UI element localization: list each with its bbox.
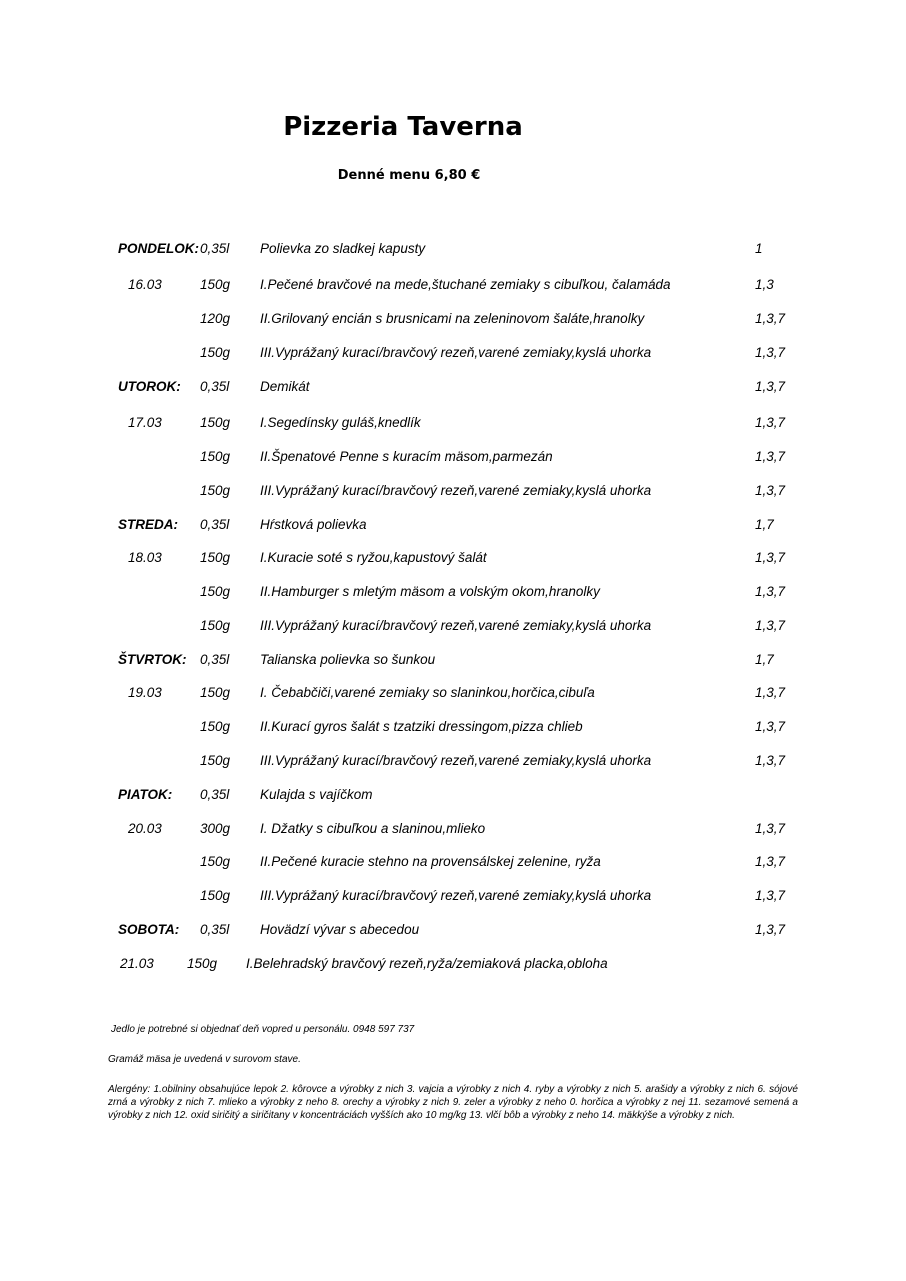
allergen-codes: 1,3,7 bbox=[755, 584, 786, 599]
portion-amount: 150g bbox=[200, 888, 231, 903]
date-label: 20.03 bbox=[128, 821, 162, 836]
table-row bbox=[0, 548, 906, 568]
portion-amount: 150g bbox=[200, 277, 231, 292]
portion-amount: 150g bbox=[200, 854, 231, 869]
portion-amount: 150g bbox=[200, 584, 231, 599]
portion-amount: 150g bbox=[200, 719, 231, 734]
date-label: 18.03 bbox=[128, 550, 162, 565]
dish-name: II.Špenatové Penne s kuracím mäsom,parmezán bbox=[260, 449, 553, 464]
dish-name: III.Vyprážaný kurací/bravčový rezeň,varené zemiaky,kyslá uhorka bbox=[260, 345, 652, 360]
allergen-codes: 1 bbox=[755, 241, 763, 256]
table-row bbox=[0, 413, 906, 433]
date-label: 19.03 bbox=[128, 685, 162, 700]
dish-name: II.Pečené kuracie stehno na provensálskej zelenine, ryža bbox=[260, 854, 601, 869]
dish-name: I. Džatky s cibuľkou a slaninou,mlieko bbox=[260, 821, 486, 836]
dish-name: I.Pečené bravčové na mede,štuchané zemiaky s cibuľkou, čalamáda bbox=[260, 277, 671, 292]
table-row bbox=[0, 515, 906, 535]
dish-name: Talianska polievka so šunkou bbox=[260, 652, 436, 667]
portion-amount: 300g bbox=[200, 821, 231, 836]
table-row bbox=[0, 616, 906, 636]
allergen-codes: 1,3,7 bbox=[755, 483, 786, 498]
table-row bbox=[0, 377, 906, 397]
dish-name: II.Hamburger s mletým mäsom a volským okom,hranolky bbox=[260, 584, 600, 599]
portion-amount: 0,35l bbox=[200, 379, 230, 394]
dish-name: Kulajda s vajíčkom bbox=[260, 787, 373, 802]
portion-amount: 150g bbox=[200, 415, 231, 430]
day-label: UTOROK: bbox=[118, 379, 181, 394]
table-row bbox=[0, 785, 906, 805]
portion-amount: 150g bbox=[200, 753, 231, 768]
table-row bbox=[0, 717, 906, 737]
table-row bbox=[0, 683, 906, 703]
dish-name: III.Vyprážaný kurací/bravčový rezeň,varené zemiaky,kyslá uhorka bbox=[260, 753, 652, 768]
portion-amount: 120g bbox=[200, 311, 231, 326]
dish-name: I.Belehradský bravčový rezeň,ryža/zemiaková placka,obloha bbox=[246, 956, 608, 971]
dish-name: I. Čebabčiči,varené zemiaky so slaninkou,horčica,cibuľa bbox=[260, 685, 595, 700]
day-label: STREDA: bbox=[118, 517, 178, 532]
allergen-codes: 1,3,7 bbox=[755, 618, 786, 633]
date-label: 17.03 bbox=[128, 415, 162, 430]
table-row bbox=[0, 751, 906, 771]
dish-name: Hovädzí vývar s abecedou bbox=[260, 922, 420, 937]
allergen-codes: 1,7 bbox=[755, 517, 774, 532]
allergen-codes: 1,3,7 bbox=[755, 922, 786, 937]
portion-amount: 150g bbox=[200, 618, 231, 633]
allergen-codes: 1,3,7 bbox=[755, 753, 786, 768]
allergen-codes: 1,3,7 bbox=[755, 719, 786, 734]
menu-price-subtitle: Denné menu 6,80 € bbox=[337, 168, 481, 183]
allergen-codes: 1,3,7 bbox=[755, 821, 786, 836]
portion-amount: 150g bbox=[200, 483, 231, 498]
table-row bbox=[0, 954, 906, 974]
table-row bbox=[0, 309, 906, 329]
table-row bbox=[0, 275, 906, 295]
table-row bbox=[0, 582, 906, 602]
allergen-codes: 1,3,7 bbox=[755, 550, 786, 565]
allergen-legend: Alergény: 1.obilniny obsahujúce lepok 2. kôrovce a výrobky z nich 3. vajcia a výrobky z nich 4. ryby a výrobky z nich 5. arašidy a výrobky z nich 6. sójové zrná a výrobky z nich 7. mlieko a výrobky z neho 8. orechy a výrobky z nich 9. zeler a výrobky z neho 0. horčica a výrobky z nej 11. sezamové semená a výrobky z nich 12. oxid siričitý a siričitany v koncentráciách vyšších ako 10 mg/kg 13. vlčí bôb a výrobky z neho 14. mäkkýše a výrobky z nich. bbox=[108, 1084, 798, 1121]
portion-amount: 150g bbox=[200, 685, 231, 700]
portion-amount: 0,35l bbox=[200, 652, 230, 667]
portion-amount: 150g bbox=[200, 449, 231, 464]
order-note: Jedlo je potrebné si objednať deň vopred u personálu. 0948 597 737 bbox=[111, 1024, 415, 1035]
dish-name: I.Kuracie soté s ryžou,kapustový šalát bbox=[260, 550, 487, 565]
dish-name: I.Segedínsky guláš,knedlík bbox=[260, 415, 421, 430]
portion-amount: 0,35l bbox=[200, 241, 230, 256]
allergen-codes: 1,3,7 bbox=[755, 311, 786, 326]
table-row bbox=[0, 239, 906, 259]
dish-name: III.Vyprážaný kurací/bravčový rezeň,varené zemiaky,kyslá uhorka bbox=[260, 483, 652, 498]
weight-note: Gramáž mäsa je uvedená v surovom stave. bbox=[108, 1054, 301, 1065]
day-label: PONDELOK: bbox=[118, 241, 199, 256]
dish-name: Hŕstková polievka bbox=[260, 517, 367, 532]
table-row bbox=[0, 819, 906, 839]
allergen-codes: 1,3,7 bbox=[755, 449, 786, 464]
allergen-codes: 1,7 bbox=[755, 652, 774, 667]
portion-amount: 0,35l bbox=[200, 517, 230, 532]
date-label: 16.03 bbox=[128, 277, 162, 292]
table-row bbox=[0, 852, 906, 872]
day-label: SOBOTA: bbox=[118, 922, 180, 937]
portion-amount: 150g bbox=[200, 345, 231, 360]
dish-name: II.Grilovaný encián s brusnicami na zeleninovom šaláte,hranolky bbox=[260, 311, 645, 326]
table-row bbox=[0, 343, 906, 363]
page-title: Pizzeria Taverna bbox=[283, 112, 523, 142]
dish-name: II.Kurací gyros šalát s tzatziki dressingom,pizza chlieb bbox=[260, 719, 583, 734]
day-label: PIATOK: bbox=[118, 787, 173, 802]
portion-amount: 0,35l bbox=[200, 922, 230, 937]
portion-amount: 150g bbox=[187, 956, 218, 971]
table-row bbox=[0, 920, 906, 940]
table-row bbox=[0, 481, 906, 501]
allergen-codes: 1,3,7 bbox=[755, 854, 786, 869]
table-row bbox=[0, 650, 906, 670]
table-row bbox=[0, 447, 906, 467]
allergen-codes: 1,3,7 bbox=[755, 888, 786, 903]
portion-amount: 0,35l bbox=[200, 787, 230, 802]
dish-name: III.Vyprážaný kurací/bravčový rezeň,varené zemiaky,kyslá uhorka bbox=[260, 618, 652, 633]
day-label: ŠTVRTOK: bbox=[118, 652, 187, 667]
portion-amount: 150g bbox=[200, 550, 231, 565]
allergen-codes: 1,3,7 bbox=[755, 379, 786, 394]
allergen-codes: 1,3,7 bbox=[755, 685, 786, 700]
table-row bbox=[0, 886, 906, 906]
date-label: 21.03 bbox=[120, 956, 154, 971]
dish-name: Polievka zo sladkej kapusty bbox=[260, 241, 426, 256]
dish-name: III.Vyprážaný kurací/bravčový rezeň,varené zemiaky,kyslá uhorka bbox=[260, 888, 652, 903]
allergen-codes: 1,3,7 bbox=[755, 345, 786, 360]
allergen-codes: 1,3 bbox=[755, 277, 774, 292]
allergen-codes: 1,3,7 bbox=[755, 415, 786, 430]
dish-name: Demikát bbox=[260, 379, 310, 394]
